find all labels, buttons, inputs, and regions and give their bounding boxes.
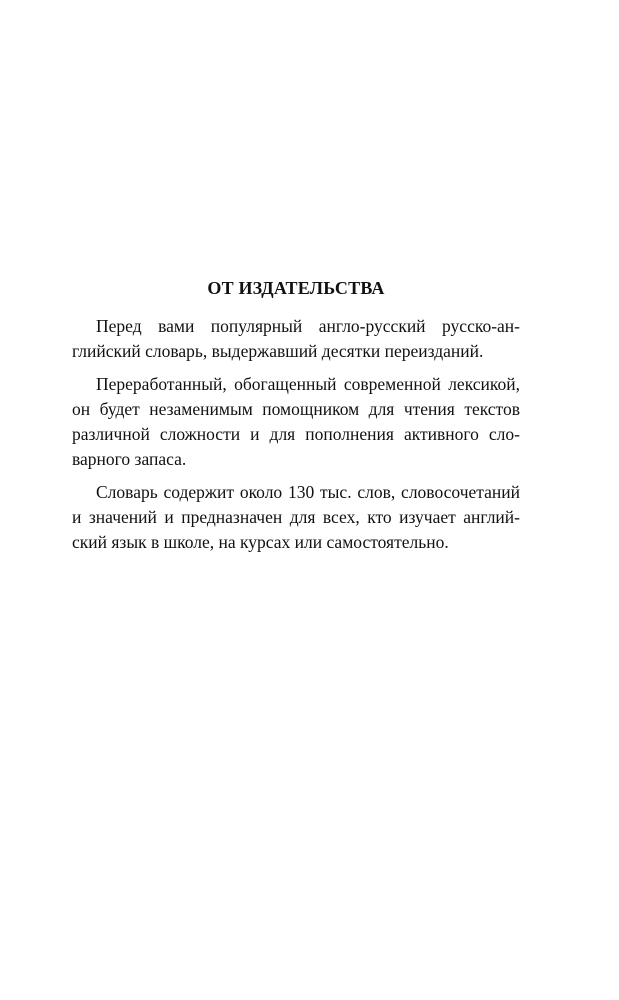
text-line: он будет незаменимым помощником для чтения текстов — [72, 399, 520, 419]
text-line: и значений и предназначен для всех, кто изучает англий- — [72, 507, 520, 527]
text-line: Перед вами популярный англо-русский русско-ан- — [96, 316, 520, 336]
paragraph-2 — [72, 372, 520, 472]
text-line: Словарь содержит около 130 тыс. слов, словосочетаний — [96, 482, 520, 502]
text-line: варного запаса. — [72, 449, 187, 469]
publisher-foreword — [72, 276, 520, 563]
text-line: глийский словарь, выдержавший десятки переизданий. — [72, 341, 484, 361]
text-line: Переработанный, обогащенный современной лексикой, — [96, 374, 520, 394]
page-title: ОТ ИЗДАТЕЛЬСТВА — [207, 278, 385, 298]
text-line: ский язык в школе, на курсах или самостоятельно. — [72, 532, 449, 552]
paragraph-1 — [72, 314, 520, 364]
paragraph-3 — [72, 480, 520, 555]
text-line: различной сложности и для пополнения активного сло- — [72, 424, 520, 444]
